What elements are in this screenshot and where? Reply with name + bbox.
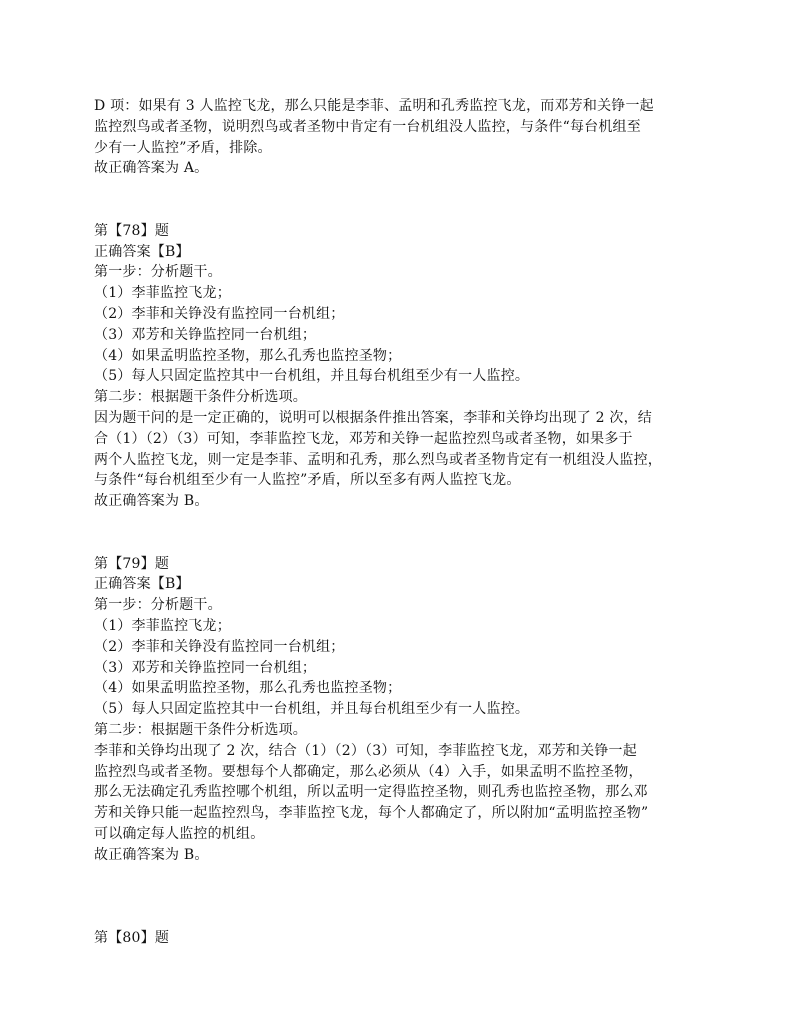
text-line: 第二步：根据题干条件分析选项。 [94,389,307,406]
text-line: 两个人监控飞龙，则一定是李菲、孟明和孔秀，那么烈鸟或者圣物肯定有一机组没人监控， [94,451,662,468]
correct-answer: 正确答案【B】 [94,243,190,260]
text-line: （2）李菲和关铮没有监控同一台机组； [94,638,345,655]
question-title: 第【79】题 [94,555,170,572]
spacer [94,865,734,927]
text-line: （3）邓芳和关铮监控同一台机组； [94,659,317,676]
text-line: 芳和关铮只能一起监控烈鸟，李菲监控飞龙，每个人都确定了，所以附加“孟明监控圣物” [94,805,649,822]
answer-conclusion: 故正确答案为 A。 [94,160,209,177]
text-line: D 项：如果有 3 人监控飞龙，那么只能是李菲、孟明和孔秀监控飞龙，而邓芳和关铮一起 [94,98,654,114]
text-line: 第二步：根据题干条件分析选项。 [94,721,307,738]
answer-conclusion: 故正确答案为 B。 [94,493,209,510]
question-80 [94,928,734,949]
correct-answer: 正确答案【B】 [94,576,190,593]
text-line: （5）每人只固定监控其中一台机组，并且每台机组至少有一人监控。 [94,701,530,718]
text-line: 第一步：分析题干。 [94,264,222,281]
text-line: 因为题干问的是一定正确的，说明可以根据条件推出答案，李菲和关铮均出现了 2 次，结 [94,409,653,426]
answer-conclusion: 故正确答案为 B。 [94,846,209,863]
text-line: （3）邓芳和关铮监控同一台机组； [94,326,317,343]
question-79 [94,554,734,866]
spacer [94,512,734,554]
text-line: 那么无法确定孔秀监控哪个机组，所以孟明一定得监控圣物，则孔秀也监控圣物，那么邓 [94,784,648,801]
question-title: 第【78】题 [94,222,170,239]
question-78 [94,221,734,512]
text-line: 少有一人监控”矛盾，排除。 [94,139,272,156]
text-line: 监控烈鸟或者圣物，说明烈鸟或者圣物中肯定有一台机组没人监控，与条件“每台机组至 [94,118,641,135]
text-line: 可以确定每人监控的机组。 [94,825,265,842]
prev-explanation [94,96,734,179]
text-line: （4）如果孟明监控圣物，那么孔秀也监控圣物； [94,347,402,364]
text-line: 监控烈鸟或者圣物。要想每个人都确定，那么必须从（4）入手，如果孟明不监控圣物， [94,763,643,780]
text-line: （1）李菲监控飞龙； [94,617,231,634]
question-title: 第【80】题 [94,929,170,946]
spacer [94,179,734,221]
text-line: 李菲和关铮均出现了 2 次，结合（1）（2）（3）可知，李菲监控飞龙，邓芳和关铮一起 [94,742,637,759]
document-page [94,96,734,949]
text-line: （1）李菲监控飞龙； [94,285,231,302]
text-line: （5）每人只固定监控其中一台机组，并且每台机组至少有一人监控。 [94,368,530,385]
text-line: （4）如果孟明监控圣物，那么孔秀也监控圣物； [94,680,402,697]
text-line: 第一步：分析题干。 [94,597,222,614]
text-line: 与条件“每台机组至少有一人监控”矛盾，所以至多有两人监控飞龙。 [94,472,521,489]
text-line: （2）李菲和关铮没有监控同一台机组； [94,305,345,322]
text-line: 合（1）（2）（3）可知，李菲监控飞龙，邓芳和关铮一起监控烈鸟或者圣物，如果多于 [94,430,633,447]
